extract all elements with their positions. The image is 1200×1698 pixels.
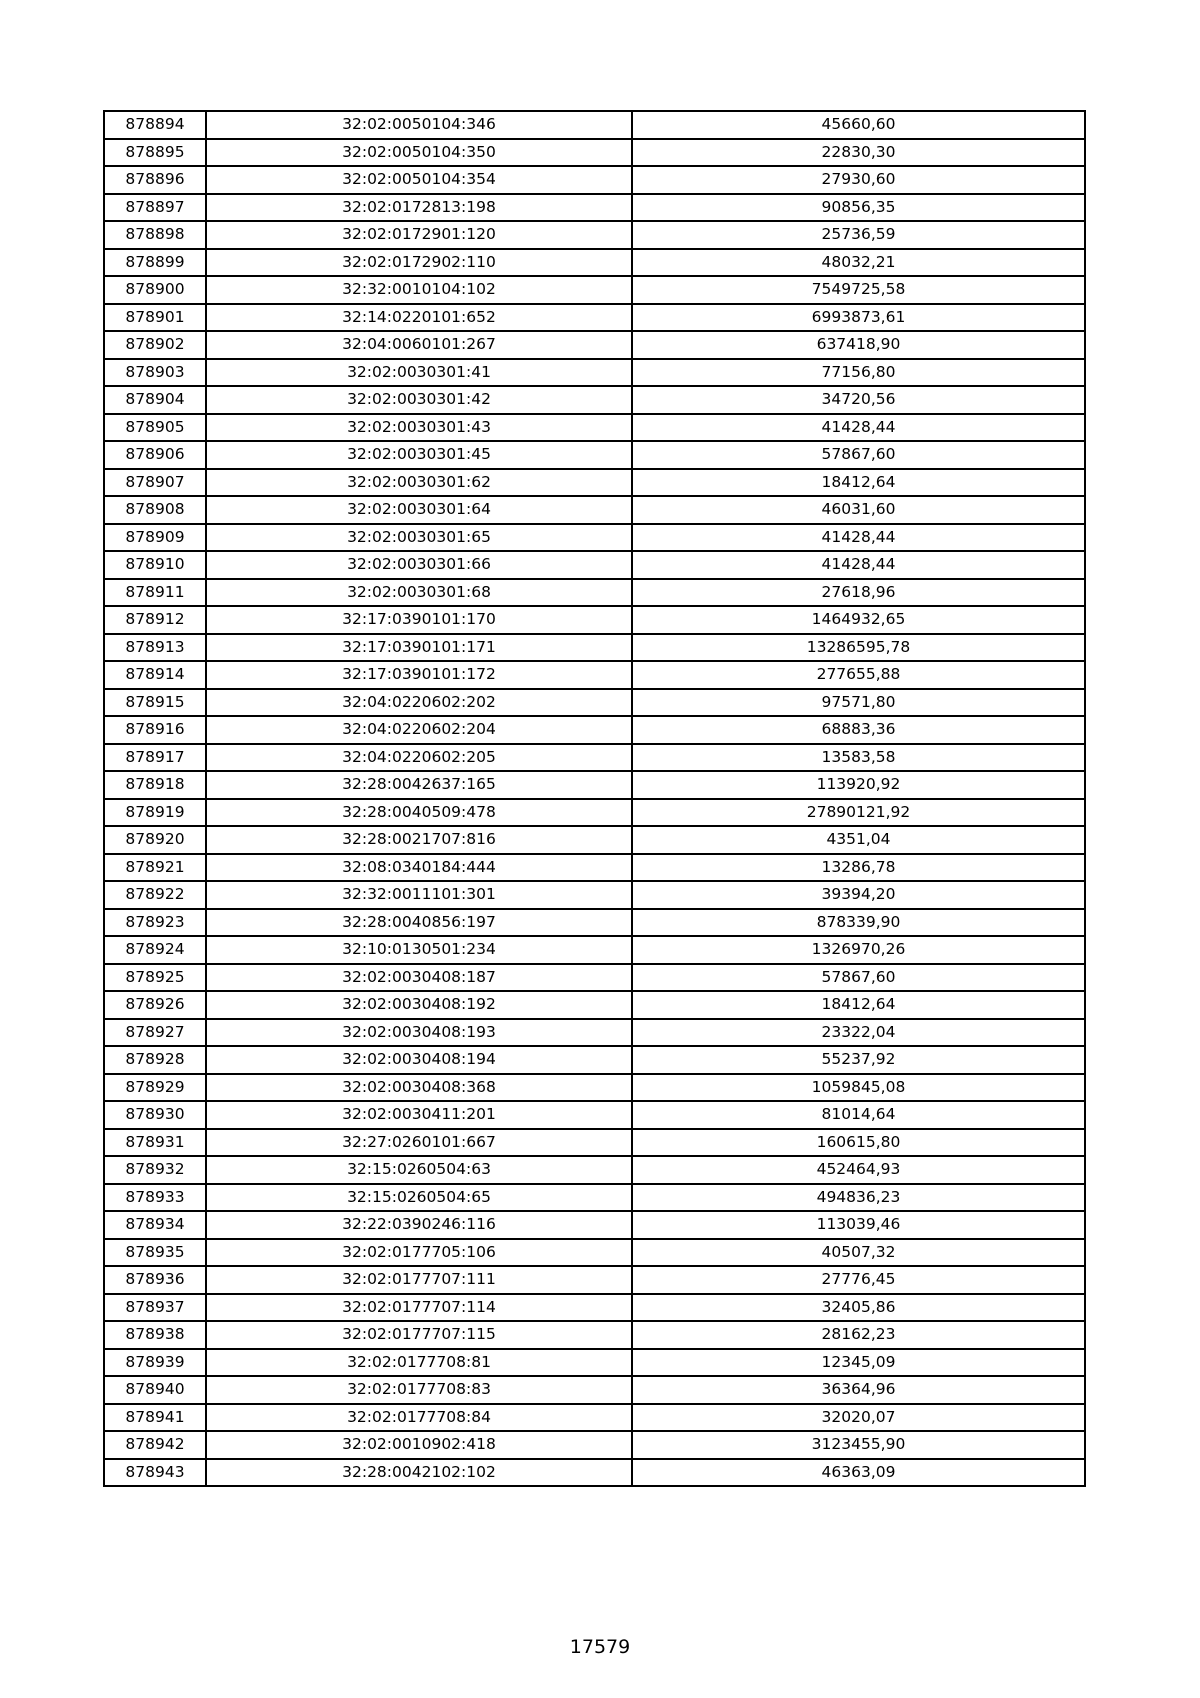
row-number-cell: 878897: [104, 194, 206, 222]
table-row: [104, 221, 1085, 249]
row-number-cell: 878920: [104, 826, 206, 854]
row-number-cell: 878941: [104, 1404, 206, 1432]
table-row: [104, 964, 1085, 992]
cadastral-number-cell: 32:02:0172813:198: [206, 194, 632, 222]
page-number: 17579: [569, 1636, 631, 1658]
row-number-cell: 878942: [104, 1431, 206, 1459]
table-row: [104, 1211, 1085, 1239]
row-number-cell: 878936: [104, 1266, 206, 1294]
row-number-cell: 878937: [104, 1294, 206, 1322]
value-cell: 13286,78: [632, 854, 1085, 882]
row-number-cell: 878895: [104, 139, 206, 167]
cadastral-number-cell: 32:02:0030408:194: [206, 1046, 632, 1074]
row-number-cell: 878921: [104, 854, 206, 882]
table-row: [104, 909, 1085, 937]
cadastral-number-cell: 32:17:0390101:170: [206, 606, 632, 634]
row-number-cell: 878933: [104, 1184, 206, 1212]
table-row: [104, 194, 1085, 222]
row-number-cell: 878912: [104, 606, 206, 634]
cadastral-number-cell: 32:02:0177705:106: [206, 1239, 632, 1267]
value-cell: 6993873,61: [632, 304, 1085, 332]
cadastral-number-cell: 32:02:0050104:346: [206, 111, 632, 139]
cadastral-number-cell: 32:02:0030301:64: [206, 496, 632, 524]
cadastral-number-cell: 32:10:0130501:234: [206, 936, 632, 964]
cadastral-number-cell: 32:02:0010902:418: [206, 1431, 632, 1459]
table-row: [104, 1101, 1085, 1129]
value-cell: 113039,46: [632, 1211, 1085, 1239]
cadastral-number-cell: 32:28:0040856:197: [206, 909, 632, 937]
cadastral-number-cell: 32:02:0030408:368: [206, 1074, 632, 1102]
table-row: [104, 249, 1085, 277]
value-cell: 34720,56: [632, 386, 1085, 414]
table-row: [104, 166, 1085, 194]
table-row: [104, 744, 1085, 772]
table-row: [104, 359, 1085, 387]
row-number-cell: 878927: [104, 1019, 206, 1047]
table-row: [104, 634, 1085, 662]
cadastral-number-cell: 32:28:0021707:816: [206, 826, 632, 854]
value-cell: 12345,09: [632, 1349, 1085, 1377]
table-row: [104, 111, 1085, 139]
row-number-cell: 878904: [104, 386, 206, 414]
row-number-cell: 878899: [104, 249, 206, 277]
value-cell: 57867,60: [632, 964, 1085, 992]
cadastral-number-cell: 32:04:0060101:267: [206, 331, 632, 359]
cadastral-value-table: [103, 110, 1086, 1487]
table-row: [104, 661, 1085, 689]
value-cell: 1326970,26: [632, 936, 1085, 964]
row-number-cell: 878919: [104, 799, 206, 827]
row-number-cell: 878931: [104, 1129, 206, 1157]
row-number-cell: 878923: [104, 909, 206, 937]
cadastral-number-cell: 32:02:0177708:84: [206, 1404, 632, 1432]
cadastral-number-cell: 32:02:0030301:45: [206, 441, 632, 469]
cadastral-number-cell: 32:15:0260504:65: [206, 1184, 632, 1212]
cadastral-number-cell: 32:02:0030301:41: [206, 359, 632, 387]
value-cell: 18412,64: [632, 991, 1085, 1019]
table-row: [104, 1074, 1085, 1102]
row-number-cell: 878939: [104, 1349, 206, 1377]
value-cell: 277655,88: [632, 661, 1085, 689]
cadastral-number-cell: 32:04:0220602:205: [206, 744, 632, 772]
cadastral-number-cell: 32:02:0030408:192: [206, 991, 632, 1019]
value-cell: 32020,07: [632, 1404, 1085, 1432]
cadastral-number-cell: 32:02:0030301:62: [206, 469, 632, 497]
cadastral-number-cell: 32:02:0177708:83: [206, 1376, 632, 1404]
value-cell: 452464,93: [632, 1156, 1085, 1184]
row-number-cell: 878935: [104, 1239, 206, 1267]
value-cell: 45660,60: [632, 111, 1085, 139]
table-row: [104, 689, 1085, 717]
value-cell: 48032,21: [632, 249, 1085, 277]
row-number-cell: 878922: [104, 881, 206, 909]
cadastral-number-cell: 32:02:0030301:42: [206, 386, 632, 414]
table-row: [104, 1431, 1085, 1459]
cadastral-number-cell: 32:17:0390101:172: [206, 661, 632, 689]
value-cell: 97571,80: [632, 689, 1085, 717]
value-cell: 113920,92: [632, 771, 1085, 799]
table-row: [104, 1184, 1085, 1212]
cadastral-number-cell: 32:02:0030408:193: [206, 1019, 632, 1047]
value-cell: 46031,60: [632, 496, 1085, 524]
cadastral-number-cell: 32:02:0177707:115: [206, 1321, 632, 1349]
row-number-cell: 878909: [104, 524, 206, 552]
row-number-cell: 878938: [104, 1321, 206, 1349]
cadastral-number-cell: 32:04:0220602:202: [206, 689, 632, 717]
value-cell: 77156,80: [632, 359, 1085, 387]
cadastral-number-cell: 32:22:0390246:116: [206, 1211, 632, 1239]
row-number-cell: 878907: [104, 469, 206, 497]
row-number-cell: 878918: [104, 771, 206, 799]
cadastral-number-cell: 32:32:0011101:301: [206, 881, 632, 909]
cadastral-number-cell: 32:04:0220602:204: [206, 716, 632, 744]
row-number-cell: 878902: [104, 331, 206, 359]
row-number-cell: 878900: [104, 276, 206, 304]
value-cell: 41428,44: [632, 551, 1085, 579]
table-row: [104, 551, 1085, 579]
cadastral-number-cell: 32:08:0340184:444: [206, 854, 632, 882]
table-row: [104, 1156, 1085, 1184]
cadastral-number-cell: 32:02:0050104:354: [206, 166, 632, 194]
value-cell: 878339,90: [632, 909, 1085, 937]
row-number-cell: 878896: [104, 166, 206, 194]
table-row: [104, 1459, 1085, 1487]
value-cell: 494836,23: [632, 1184, 1085, 1212]
table-row: [104, 496, 1085, 524]
value-cell: 27618,96: [632, 579, 1085, 607]
row-number-cell: 878934: [104, 1211, 206, 1239]
row-number-cell: 878903: [104, 359, 206, 387]
row-number-cell: 878932: [104, 1156, 206, 1184]
row-number-cell: 878905: [104, 414, 206, 442]
table-row: [104, 386, 1085, 414]
row-number-cell: 878913: [104, 634, 206, 662]
cadastral-number-cell: 32:32:0010104:102: [206, 276, 632, 304]
row-number-cell: 878901: [104, 304, 206, 332]
value-cell: 39394,20: [632, 881, 1085, 909]
row-number-cell: 878894: [104, 111, 206, 139]
value-cell: 28162,23: [632, 1321, 1085, 1349]
table-row: [104, 441, 1085, 469]
cadastral-number-cell: 32:02:0030411:201: [206, 1101, 632, 1129]
table-row: [104, 469, 1085, 497]
cadastral-number-cell: 32:02:0172902:110: [206, 249, 632, 277]
row-number-cell: 878926: [104, 991, 206, 1019]
table-row: [104, 1321, 1085, 1349]
row-number-cell: 878906: [104, 441, 206, 469]
value-cell: 3123455,90: [632, 1431, 1085, 1459]
cadastral-number-cell: 32:02:0177707:111: [206, 1266, 632, 1294]
value-cell: 160615,80: [632, 1129, 1085, 1157]
table-row: [104, 1349, 1085, 1377]
table-row: [104, 304, 1085, 332]
cadastral-number-cell: 32:15:0260504:63: [206, 1156, 632, 1184]
table-row: [104, 771, 1085, 799]
value-cell: 13583,58: [632, 744, 1085, 772]
value-cell: 32405,86: [632, 1294, 1085, 1322]
cadastral-number-cell: 32:27:0260101:667: [206, 1129, 632, 1157]
table-row: [104, 524, 1085, 552]
row-number-cell: 878917: [104, 744, 206, 772]
cadastral-number-cell: 32:02:0030301:66: [206, 551, 632, 579]
table-body: [104, 111, 1085, 1486]
value-cell: 41428,44: [632, 524, 1085, 552]
table-row: [104, 139, 1085, 167]
value-cell: 46363,09: [632, 1459, 1085, 1487]
table-row: [104, 826, 1085, 854]
value-cell: 90856,35: [632, 194, 1085, 222]
table-row: [104, 276, 1085, 304]
cadastral-number-cell: 32:02:0030301:68: [206, 579, 632, 607]
value-cell: 36364,96: [632, 1376, 1085, 1404]
cadastral-number-cell: 32:28:0042637:165: [206, 771, 632, 799]
cadastral-number-cell: 32:02:0030301:43: [206, 414, 632, 442]
value-cell: 637418,90: [632, 331, 1085, 359]
table-row: [104, 606, 1085, 634]
value-cell: 22830,30: [632, 139, 1085, 167]
cadastral-number-cell: 32:02:0050104:350: [206, 139, 632, 167]
row-number-cell: 878930: [104, 1101, 206, 1129]
cadastral-number-cell: 32:02:0030408:187: [206, 964, 632, 992]
value-cell: 1059845,08: [632, 1074, 1085, 1102]
row-number-cell: 878908: [104, 496, 206, 524]
value-cell: 27776,45: [632, 1266, 1085, 1294]
value-cell: 57867,60: [632, 441, 1085, 469]
table-row: [104, 1376, 1085, 1404]
value-cell: 55237,92: [632, 1046, 1085, 1074]
table-row: [104, 414, 1085, 442]
row-number-cell: 878910: [104, 551, 206, 579]
row-number-cell: 878915: [104, 689, 206, 717]
table-row: [104, 854, 1085, 882]
value-cell: 81014,64: [632, 1101, 1085, 1129]
cadastral-number-cell: 32:28:0042102:102: [206, 1459, 632, 1487]
value-cell: 23322,04: [632, 1019, 1085, 1047]
value-cell: 4351,04: [632, 826, 1085, 854]
table-row: [104, 881, 1085, 909]
value-cell: 13286595,78: [632, 634, 1085, 662]
table-row: [104, 579, 1085, 607]
value-cell: 27930,60: [632, 166, 1085, 194]
row-number-cell: 878928: [104, 1046, 206, 1074]
cadastral-number-cell: 32:02:0177707:114: [206, 1294, 632, 1322]
row-number-cell: 878943: [104, 1459, 206, 1487]
row-number-cell: 878940: [104, 1376, 206, 1404]
row-number-cell: 878914: [104, 661, 206, 689]
cadastral-number-cell: 32:02:0030301:65: [206, 524, 632, 552]
row-number-cell: 878916: [104, 716, 206, 744]
table-row: [104, 1019, 1085, 1047]
cadastral-number-cell: 32:14:0220101:652: [206, 304, 632, 332]
table-row: [104, 1294, 1085, 1322]
row-number-cell: 878925: [104, 964, 206, 992]
table-row: [104, 331, 1085, 359]
value-cell: 27890121,92: [632, 799, 1085, 827]
value-cell: 41428,44: [632, 414, 1085, 442]
cadastral-number-cell: 32:28:0040509:478: [206, 799, 632, 827]
value-cell: 40507,32: [632, 1239, 1085, 1267]
table-row: [104, 936, 1085, 964]
cadastral-number-cell: 32:02:0177708:81: [206, 1349, 632, 1377]
table-row: [104, 1046, 1085, 1074]
table-row: [104, 1266, 1085, 1294]
row-number-cell: 878911: [104, 579, 206, 607]
cadastral-number-cell: 32:02:0172901:120: [206, 221, 632, 249]
table-row: [104, 1239, 1085, 1267]
table-row: [104, 991, 1085, 1019]
row-number-cell: 878929: [104, 1074, 206, 1102]
value-cell: 7549725,58: [632, 276, 1085, 304]
table-row: [104, 1129, 1085, 1157]
table-row: [104, 799, 1085, 827]
table-row: [104, 716, 1085, 744]
table-row: [104, 1404, 1085, 1432]
row-number-cell: 878898: [104, 221, 206, 249]
row-number-cell: 878924: [104, 936, 206, 964]
value-cell: 1464932,65: [632, 606, 1085, 634]
value-cell: 25736,59: [632, 221, 1085, 249]
value-cell: 68883,36: [632, 716, 1085, 744]
value-cell: 18412,64: [632, 469, 1085, 497]
cadastral-number-cell: 32:17:0390101:171: [206, 634, 632, 662]
